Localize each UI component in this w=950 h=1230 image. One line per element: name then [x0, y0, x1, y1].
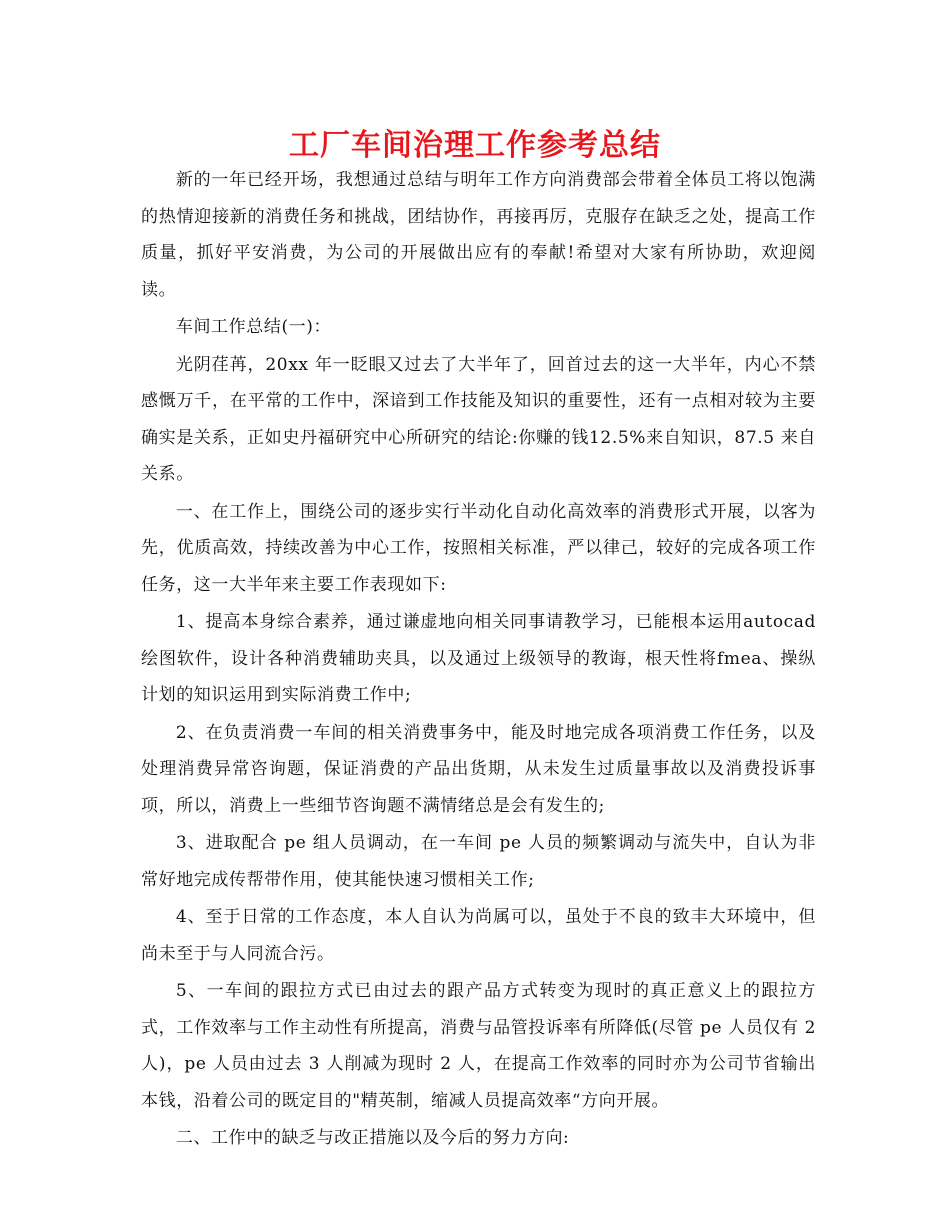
list-item: 3、进取配合 pe 组人员调动，在一车间 pe 人员的频繁调动与流失中，自认为非常好地完成传帮带作用，使其能快速习惯相关工作;	[141, 833, 816, 890]
list-item: 2、在负责消费一车间的相关消费事务中，能及时地完成各项消费工作任务，以及处理消费异常咨询题，保证消费的产品出货期，从未发生过质量事故以及消费投诉事项，所以，消费上一些细节咨询题不满情绪总是会有发生的;	[141, 722, 816, 816]
list-item: 5、一车间的跟拉方式已由过去的跟产品方式转变为现时的真正意义上的跟拉方式，工作效率与工作主动性有所提高，消费与品管投诉率有所降低(尽管 pe 人员仅有 2 人)，pe 人员由过去 3 人削减为现时 2 人，在提高工作效率的同时亦为公司节省输出本钱，沿着公司的既定目的"精英制，缩减人员提高效率“方向开展。	[141, 981, 816, 1111]
intro-paragraph: 新的一年已经开场，我想通过总结与明年工作方向消费部会带着全体员工将以饱满的热情迎接新的消费任务和挑战，团结协作，再接再厉，克服存在缺乏之处，提高工作质量，抓好平安消费，为公司的开展做出应有的奉献!希望对大家有所协助，欢迎阅读。	[141, 170, 816, 300]
body-paragraph: 一、在工作上，围绕公司的逐步实行半动化自动化高效率的消费形式开展，以客为先，优质高效，持续改善为中心工作，按照相关标准，严以律己，较好的完成各项工作任务，这一大半年来主要工作表现如下:	[141, 501, 816, 595]
list-item: 4、至于日常的工作态度，本人自认为尚属可以，虽处于不良的致丰大环境中，但尚未至于与人同流合污。	[141, 907, 816, 964]
section-heading: 二、工作中的缺乏与改正措施以及今后的努力方向:	[175, 1128, 570, 1148]
document-title: 工厂车间治理工作参考总结	[289, 128, 661, 163]
section-heading: 车间工作总结(一)：	[175, 317, 332, 337]
document-body	[141, 162, 816, 1158]
body-paragraph: 光阴荏苒，20xx 年一眨眼又过去了大半年了，回首过去的这一大半年，内心不禁感慨万千，在平常的工作中，深谙到工作技能及知识的重要性，还有一点相对较为主要确实是关系，正如史丹福研究中心所研究的结论:你赚的钱12.5%来自知识，87.5 来自关系。	[141, 354, 816, 484]
list-item: 1、提高本身综合素养，通过谦虚地向相关同事请教学习，已能根本运用autocad 绘图软件，设计各种消费辅助夹具，以及通过上级领导的教诲，根天性将fmea、操纵计划的知识运用到实际消费工作中;	[141, 612, 816, 705]
